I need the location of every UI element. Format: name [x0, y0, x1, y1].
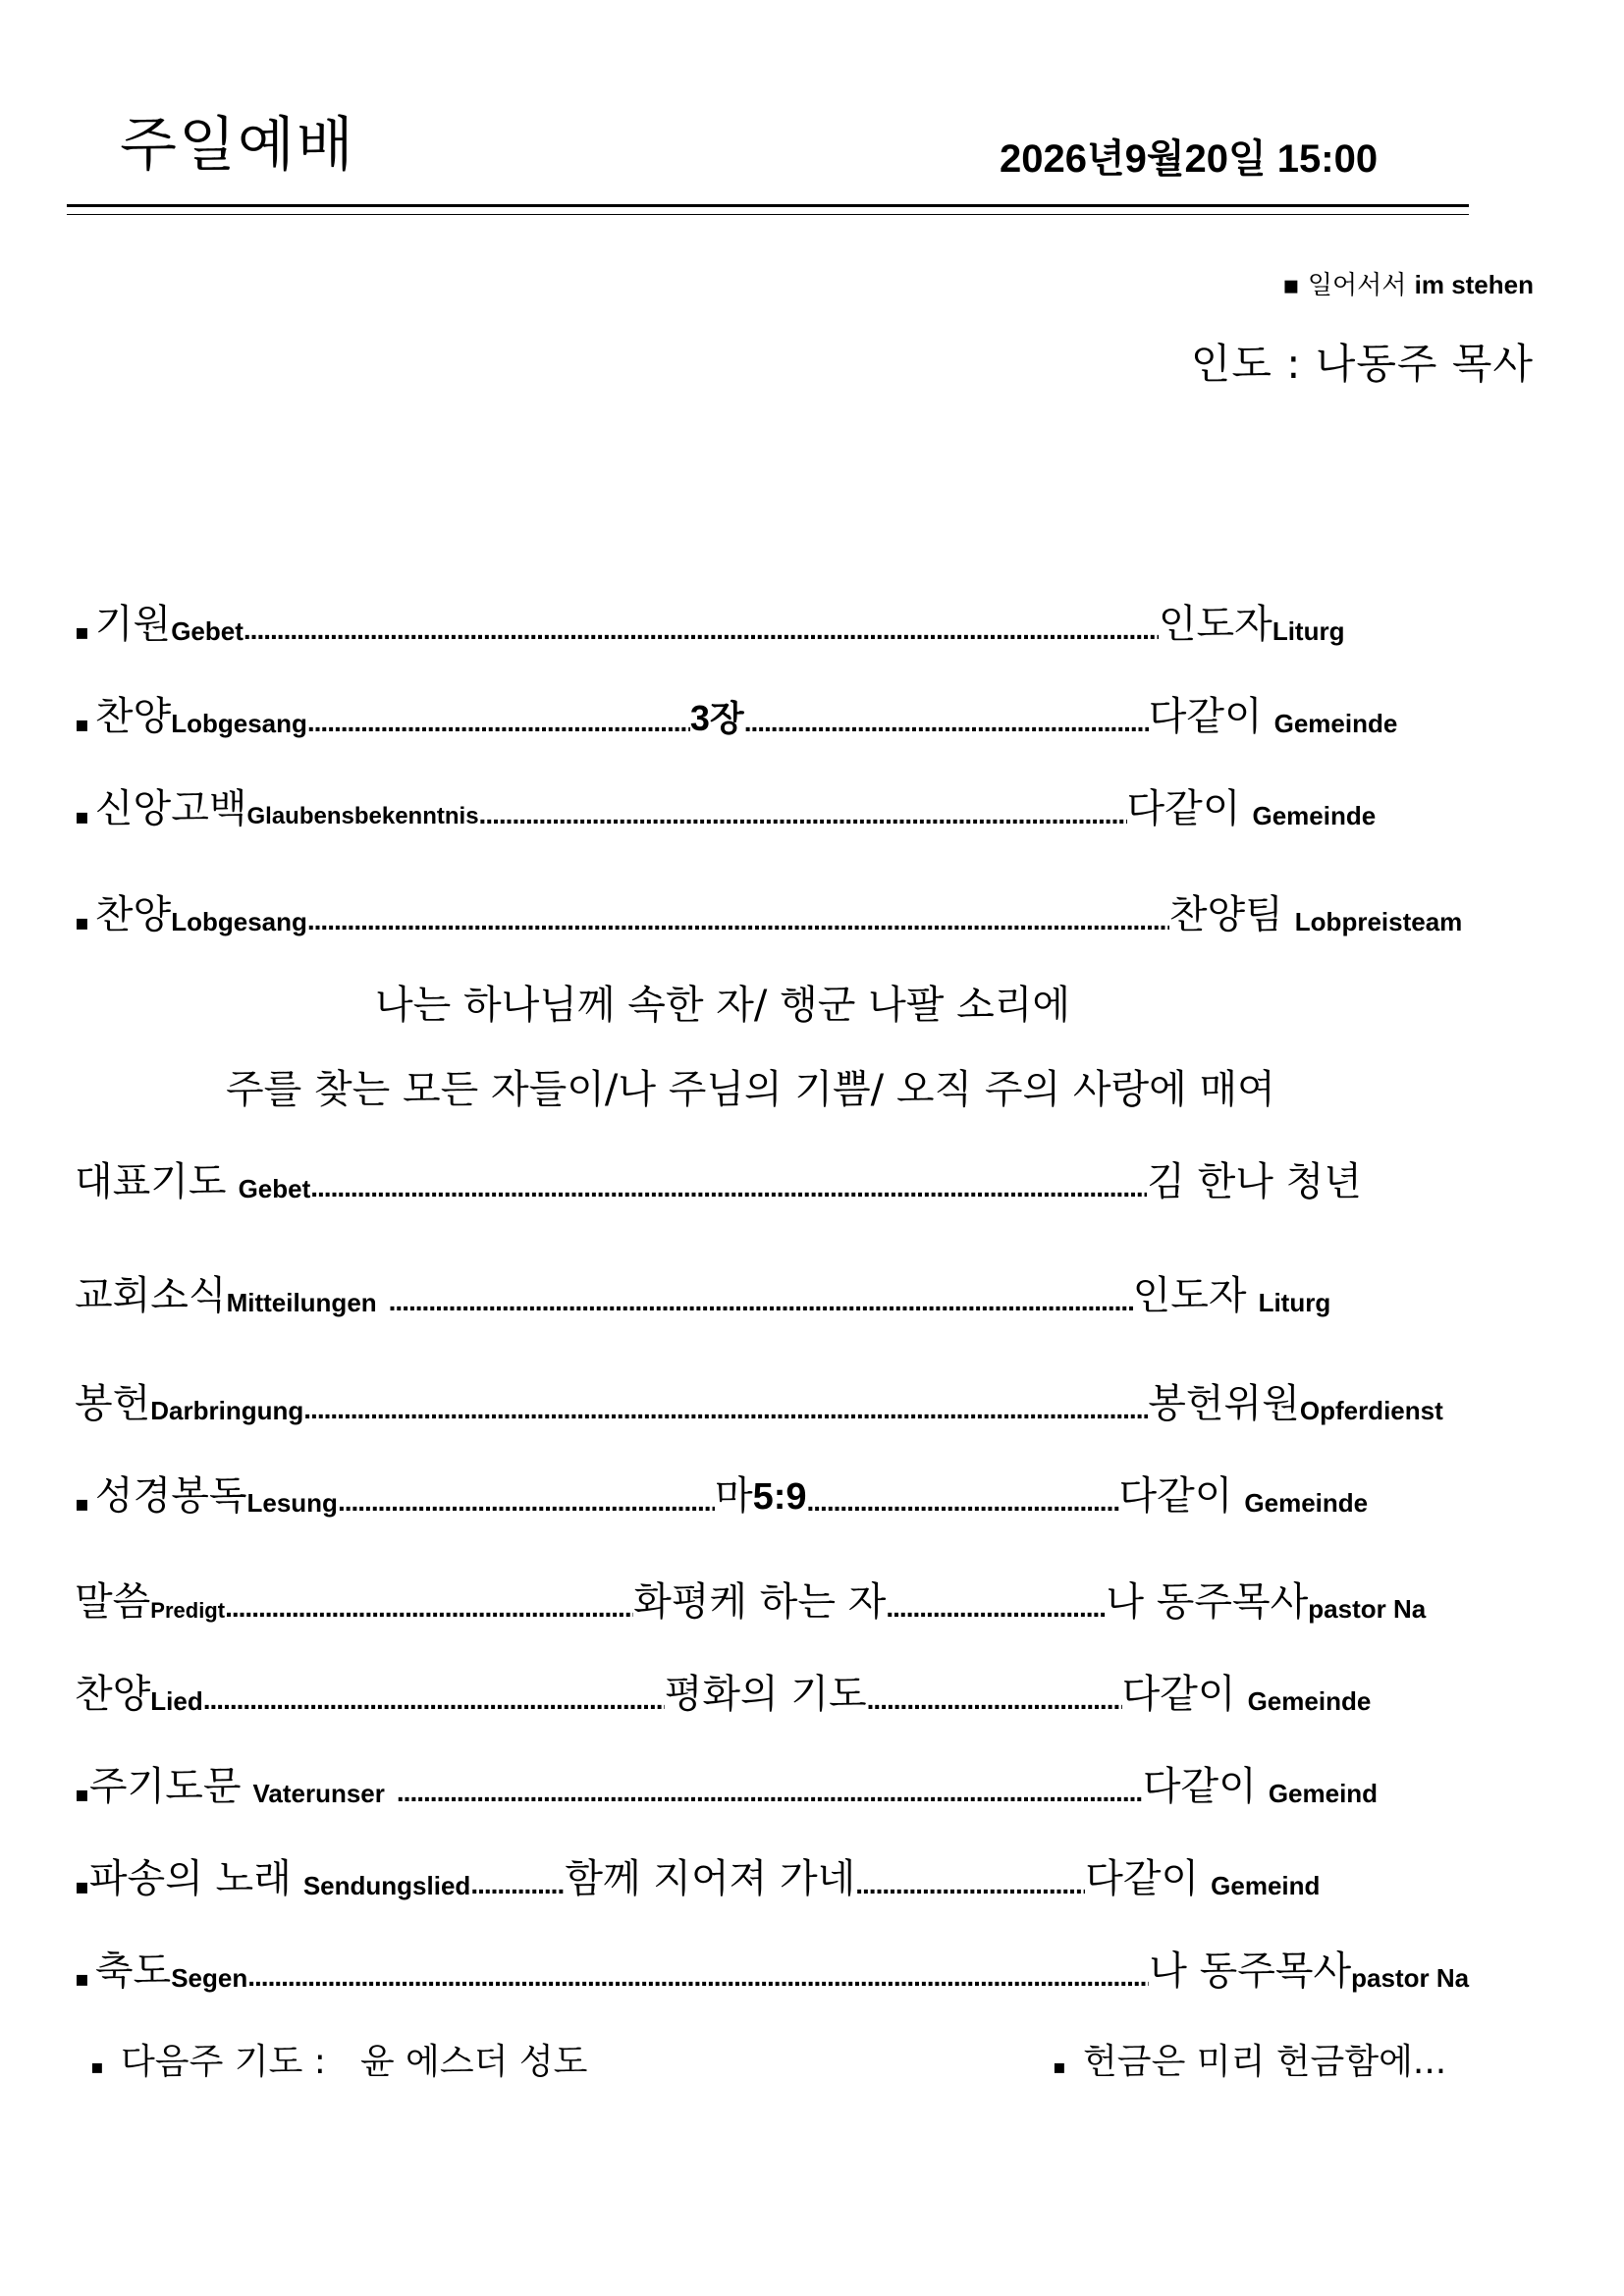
item-title-ko: 봉헌	[75, 1381, 151, 1426]
item-title-ko: 축도	[94, 1949, 172, 1994]
order-item-lords-prayer	[75, 1747, 1379, 1809]
standing-note-de: im stehen	[1414, 270, 1534, 299]
leader-name: 나동주 목사	[1315, 340, 1534, 388]
bullet: ▪	[75, 1967, 89, 1992]
item-person-ko: 다같이	[1121, 1672, 1236, 1717]
item-person-de: pastor Na	[1351, 1963, 1470, 1993]
dot-leader	[807, 1488, 1119, 1516]
standing-note-ko: 일어서서	[1307, 271, 1407, 300]
hymn-lyric-line-1: 나는 하나님께 속한 자/ 행군 나팔 소리에	[375, 983, 1071, 1028]
item-title-ko: 찬양	[94, 892, 172, 937]
offering-note-text: 헌금은 미리 헌금함에...	[1083, 2042, 1447, 2082]
item-person-de: Gemeind	[1268, 1779, 1379, 1808]
item-title-de: Sendungslied	[302, 1871, 471, 1900]
item-person-de: Liturg	[1258, 1288, 1331, 1317]
dot-leader	[744, 709, 1149, 736]
item-title-ko: 대표기도	[75, 1159, 227, 1204]
bullet: ▪	[75, 1492, 89, 1517]
bullet: ▪	[75, 1875, 89, 1899]
item-title-ko: 기원	[94, 602, 172, 647]
item-title-de: Lobgesang	[171, 709, 307, 738]
dot-leader	[867, 1686, 1122, 1714]
item-person-ko: 다같이	[1142, 1764, 1257, 1809]
sermon-title: 화평케 하는 자	[633, 1579, 887, 1625]
bullet: ▪	[1053, 2055, 1066, 2078]
order-item-benediction	[75, 1932, 1470, 1994]
dot-leader	[303, 1396, 1148, 1423]
item-person-de: Gemeind	[1211, 1871, 1321, 1900]
item-person-ko: 나 동주목사	[1106, 1579, 1309, 1625]
dot-leader	[244, 616, 1159, 644]
item-title-ko: 주기도문	[88, 1764, 242, 1809]
item-person-de: Liturg	[1272, 616, 1345, 646]
item-title-ko: 파송의 노래	[88, 1856, 292, 1901]
item-title-de: Vaterunser	[252, 1779, 385, 1808]
bullet: ▪	[1282, 271, 1300, 300]
item-title-de: Lobgesang	[171, 907, 307, 936]
header-rule-thin	[67, 214, 1469, 215]
item-person-ko: 나 동주목사	[1149, 1949, 1352, 1994]
item-title-ko: 말씀	[75, 1579, 151, 1625]
item-person-de: Gemeinde	[1252, 801, 1377, 830]
item-person-ko: 찬양팀	[1168, 892, 1283, 937]
item-person-ko: 인도자	[1158, 602, 1272, 647]
item-person-ko: 다같이	[1148, 694, 1263, 739]
order-item-creed	[75, 770, 1377, 831]
order-item-offering	[75, 1364, 1443, 1426]
item-title-de: Gebet	[238, 1174, 311, 1203]
item-title-de: Lied	[150, 1686, 203, 1716]
item-person-de: Gemeinde	[1273, 709, 1398, 738]
dot-leader	[310, 1174, 1147, 1201]
service-date: 2026년9월20일	[1000, 137, 1267, 181]
hymn-title: 평화의 기도	[664, 1672, 867, 1717]
hymn-number: 3장	[689, 698, 744, 738]
dot-leader	[307, 907, 1169, 934]
next-week-prayer	[90, 2034, 587, 2084]
sending-song-title: 함께 지어져 가네	[565, 1856, 856, 1901]
dot-leader	[307, 709, 690, 736]
item-title-ko: 교회소식	[75, 1273, 227, 1318]
header-rule	[67, 204, 1469, 207]
item-title-ko: 성경봉독	[94, 1473, 247, 1519]
item-person-de: Gemeinde	[1244, 1488, 1369, 1518]
order-item-representative-prayer	[75, 1143, 1362, 1204]
bullet: ▪	[90, 2055, 104, 2078]
service-datetime	[1000, 128, 1378, 184]
scripture-book: 마	[714, 1473, 753, 1519]
item-title-ko: 신앙고백	[94, 786, 247, 831]
dot-leader	[203, 1686, 665, 1714]
order-item-sermon	[75, 1563, 1427, 1625]
dot-leader	[886, 1594, 1106, 1622]
bullet: ▪	[75, 620, 89, 645]
item-person-de: pastor Na	[1308, 1594, 1427, 1624]
order-item-announcements	[75, 1256, 1331, 1318]
item-title-de: Darbringung	[150, 1396, 304, 1425]
dot-leader	[338, 1488, 715, 1516]
dot-leader	[479, 801, 1127, 828]
item-title-de: Gebet	[171, 616, 244, 646]
item-title-de: Mitteilungen	[226, 1288, 377, 1317]
item-person-ko: 봉헌위원	[1148, 1381, 1300, 1426]
item-person-ko: 다같이	[1118, 1473, 1233, 1519]
bullet: ▪	[75, 713, 89, 737]
dot-leader	[225, 1594, 633, 1622]
item-title-de: Lesung	[246, 1488, 338, 1518]
item-title-de: Segen	[171, 1963, 248, 1993]
scripture-verse: 5:9	[752, 1476, 807, 1518]
item-person-ko: 김 한나 청년	[1147, 1159, 1362, 1204]
next-prayer-name: 윤 에스더 성도	[359, 2042, 588, 2082]
order-item-invocation	[75, 585, 1400, 647]
item-person-ko: 다같이	[1126, 786, 1241, 831]
bullet: ▪	[75, 911, 89, 935]
order-item-sending-song	[75, 1840, 1321, 1901]
offering-note	[1053, 2034, 1446, 2084]
item-person-de: Lobpreisteam	[1294, 907, 1463, 936]
item-person-ko: 인도자	[1132, 1273, 1247, 1318]
item-person-de: Gemeinde	[1247, 1686, 1372, 1716]
dot-leader	[389, 1288, 1133, 1315]
dot-leader	[855, 1871, 1085, 1898]
bullet: ▪	[75, 1783, 89, 1807]
standing-note	[1282, 265, 1534, 301]
order-item-hymn-1	[75, 677, 1398, 739]
item-title-de: Glaubensbekenntnis	[246, 803, 479, 829]
next-prayer-label: 다음주 기도 :	[121, 2042, 326, 2082]
dot-leader	[470, 1871, 565, 1898]
page-title: 주일예배	[120, 111, 355, 180]
hymn-lyric-line-2: 주를 찾는 모든 자들이/나 주님의 기쁨/ 오직 주의 사랑에 매여	[226, 1067, 1275, 1112]
item-title-ko: 찬양	[94, 694, 172, 739]
dot-leader	[247, 1963, 1149, 1991]
item-title-de: Predigt	[150, 1598, 226, 1623]
service-time: 15:00	[1276, 137, 1379, 181]
item-person-de: Opferdienst	[1299, 1396, 1443, 1425]
order-item-hymn-2	[75, 876, 1463, 937]
leader-line	[1191, 332, 1534, 391]
order-item-scripture-reading	[75, 1457, 1369, 1519]
leader-label: 인도 :	[1190, 340, 1302, 388]
item-person-ko: 다같이	[1085, 1856, 1200, 1901]
dot-leader	[397, 1779, 1143, 1806]
order-item-hymn-3	[75, 1655, 1372, 1717]
bullet: ▪	[75, 805, 89, 829]
item-title-ko: 찬양	[75, 1672, 151, 1717]
